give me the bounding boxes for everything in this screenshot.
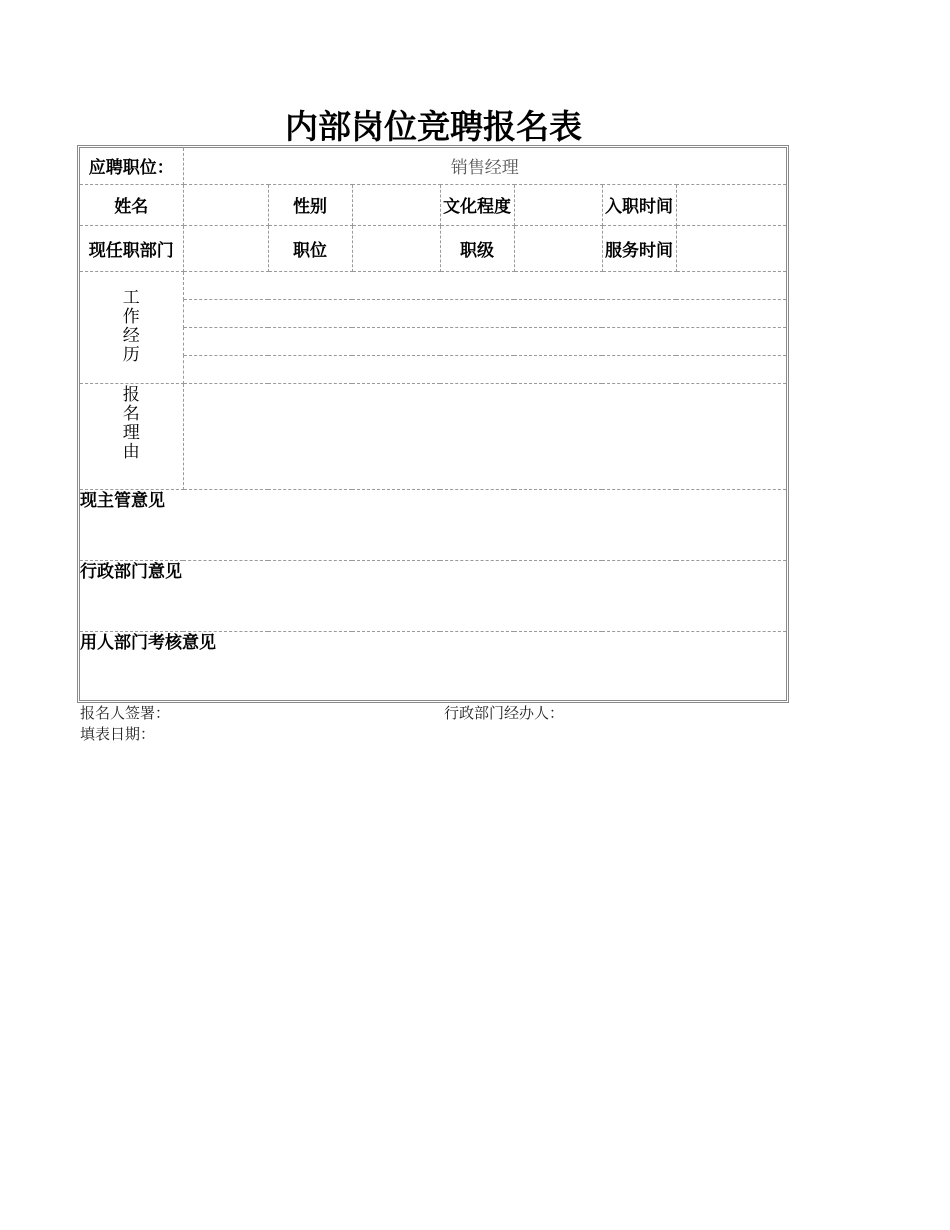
job-info-row xyxy=(80,225,786,271)
education-label: 文化程度 xyxy=(440,184,514,225)
gender-label: 性别 xyxy=(268,184,352,225)
form-title: 内部岗位竞聘报名表 xyxy=(285,107,582,146)
reason-label-cell xyxy=(80,383,183,489)
reason-row xyxy=(80,383,786,489)
basic-info-row xyxy=(80,184,786,225)
work-history-line[interactable] xyxy=(183,355,786,383)
fill-date-label: 填表日期： xyxy=(80,725,156,743)
admin-opinion-label: 行政部门意见 xyxy=(80,561,182,582)
service-time-field[interactable] xyxy=(676,225,786,271)
gender-field[interactable] xyxy=(352,184,440,225)
job-label: 职位 xyxy=(268,225,352,271)
hiring-dept-opinion-cell[interactable] xyxy=(80,631,786,702)
hiring-dept-opinion-label: 用人部门考核意见 xyxy=(80,632,216,653)
hiring-dept-opinion-row xyxy=(80,631,786,702)
work-history-row xyxy=(80,355,786,383)
work-history-row xyxy=(80,271,786,299)
work-history-label-cell xyxy=(80,271,183,383)
supervisor-opinion-row xyxy=(80,489,786,560)
name-label: 姓名 xyxy=(80,184,183,225)
applicant-signature-label: 报名人签署： xyxy=(80,704,171,722)
supervisor-opinion-cell[interactable] xyxy=(80,489,786,560)
work-history-row xyxy=(80,327,786,355)
position-label: 应聘职位： xyxy=(80,148,183,184)
admin-handler-label: 行政部门经办人： xyxy=(444,704,565,722)
service-time-label: 服务时间 xyxy=(602,225,676,271)
admin-opinion-cell[interactable] xyxy=(80,560,786,631)
admin-opinion-row xyxy=(80,560,786,631)
level-field[interactable] xyxy=(514,225,602,271)
name-field[interactable] xyxy=(183,184,268,225)
supervisor-opinion-label: 现主管意见 xyxy=(80,490,165,511)
application-form-table xyxy=(80,148,786,702)
education-field[interactable] xyxy=(514,184,602,225)
reason-field[interactable] xyxy=(183,383,786,489)
level-label: 职级 xyxy=(440,225,514,271)
hire-date-field[interactable] xyxy=(676,184,786,225)
work-history-label: 工作经历 xyxy=(122,288,140,365)
position-row xyxy=(80,148,786,184)
work-history-line[interactable] xyxy=(183,271,786,299)
position-value[interactable]: 销售经理 xyxy=(183,148,786,184)
current-dept-field[interactable] xyxy=(183,225,268,271)
work-history-line[interactable] xyxy=(183,299,786,327)
current-dept-label: 现任职部门 xyxy=(80,225,183,271)
reason-label: 报名理由 xyxy=(122,384,140,462)
work-history-row xyxy=(80,299,786,327)
job-field[interactable] xyxy=(352,225,440,271)
work-history-line[interactable] xyxy=(183,327,786,355)
hire-date-label: 入职时间 xyxy=(602,184,676,225)
